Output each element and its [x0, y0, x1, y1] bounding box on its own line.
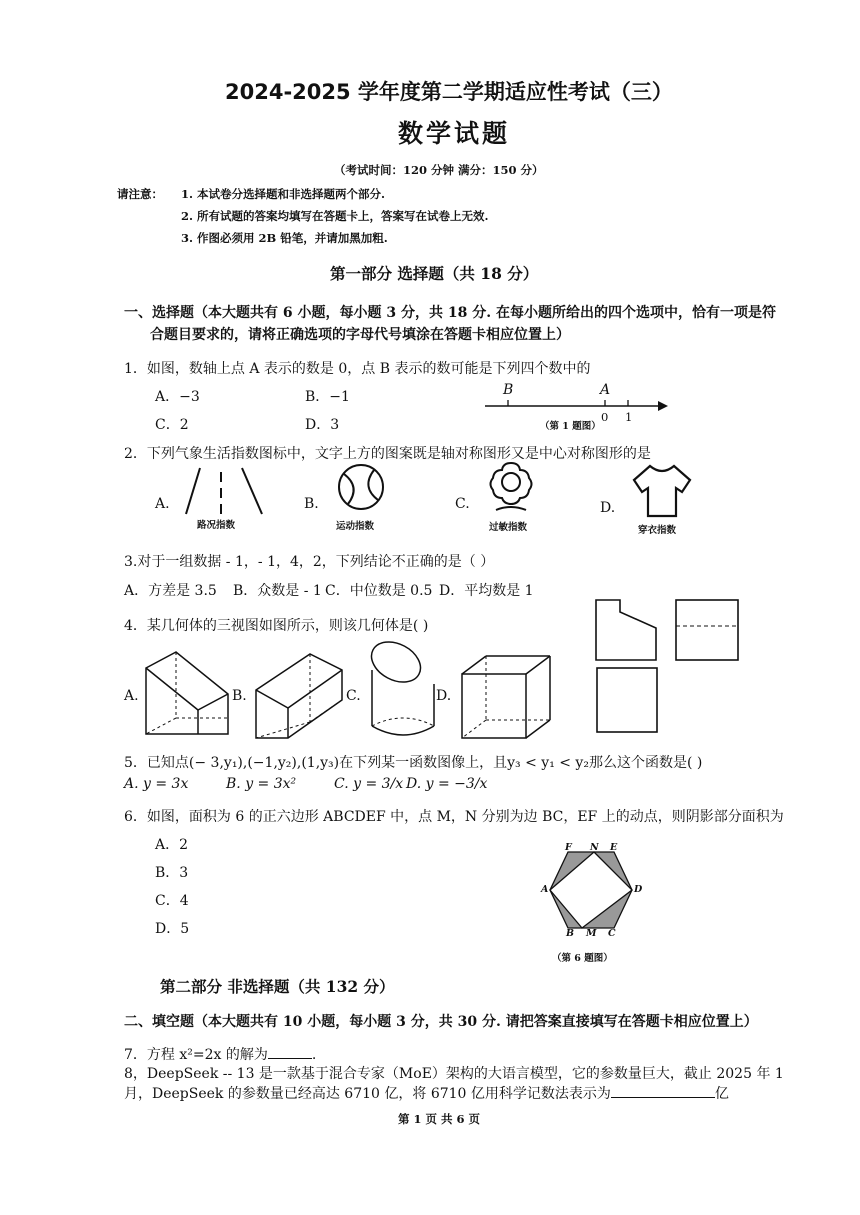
flower-icon [486, 460, 536, 518]
axis-label-b: B [503, 382, 514, 398]
q4-option-a: A. [124, 688, 139, 704]
tshirt-icon [630, 462, 694, 520]
q6-stem: 6．如图，面积为 6 的正六边形 ABCDEF 中，点 M，N 分别为边 BC，EF 上的动点，则阴影部分面积为 [124, 809, 784, 825]
q5-option-d: D. y = −3/x [406, 776, 488, 792]
three-view-figure [592, 596, 752, 756]
hex-vertex-b: B [566, 928, 575, 939]
q1-option-d: D．3 [305, 417, 340, 433]
q6-option-b: B．3 [155, 865, 189, 881]
hex-vertex-m: M [586, 928, 597, 939]
solid-d-cube [456, 650, 556, 744]
hex-vertex-e: E [610, 842, 618, 853]
q1-option-b: B．−1 [305, 389, 350, 405]
q6-option-c: C．4 [155, 893, 189, 909]
q2-option-d: D. [600, 500, 616, 516]
hex-vertex-n: N [590, 842, 599, 853]
q2-icon-label-a: 路况指数 [197, 520, 236, 531]
exam-subtitle: 数学试题 [398, 119, 511, 148]
q3-stem: 3.对于一组数据 - 1，- 1，4，2，下列结论不正确的是（ ） [124, 554, 495, 570]
axis-label-1: 1 [625, 410, 633, 424]
section1-line1: 一、选择题（本大题共有 6 小题，每小题 3 分，共 18 分. 在每小题所给出的四个选项中，恰有一项是符 [124, 305, 776, 321]
q7-answer-blank[interactable] [268, 1046, 312, 1059]
q3-option-a: A．方差是 3.5 [124, 583, 217, 599]
q5-option-c: C. y = 3/x [334, 776, 404, 792]
q8-line2-suffix: 亿 [714, 1086, 729, 1102]
solid-a [136, 648, 236, 744]
q2-icon-label-d: 穿衣指数 [638, 525, 677, 536]
q8-line2-prefix: 月，DeepSeek 的参数量已经高达 6710 亿，将 6710 亿用科学记数法表示为 [124, 1086, 611, 1102]
q5-option-b: B. y = 3x² [226, 776, 297, 792]
section1-line2: 合题目要求的，请将正确选项的字母代号填涂在答题卡相应位置上） [150, 327, 570, 343]
q2-option-b: B. [304, 496, 319, 512]
notice-label: 请注意： [117, 187, 163, 201]
q8-answer-blank[interactable] [611, 1085, 715, 1098]
hex-vertex-f: F [565, 842, 572, 853]
q2-icon-label-c: 过敏指数 [489, 522, 528, 533]
q8-line2 [124, 1083, 729, 1103]
q7-stem-prefix: 7．方程 x²=2x 的解为 [124, 1047, 268, 1063]
hex-vertex-a: A [541, 884, 549, 895]
q5-stem: 5．已知点(− 3,y₁),(−1,y₂),(1,y₃)在下列某一函数图像上，且y₃ < y₁ < y₂那么这个函数是( ) [124, 755, 703, 771]
q1-option-a: A．−3 [155, 389, 200, 405]
q3-option-c: C．中位数是 0.5 [325, 583, 433, 599]
solid-c-cylinder [364, 640, 444, 748]
q3-option-b: B．众数是 - 1 [233, 583, 322, 599]
q2-option-a: A. [155, 496, 170, 512]
q6-option-a: A．2 [155, 837, 189, 853]
notice-item-3: 3. 作图必须用 2B 铅笔，并请加黑加粗. [181, 231, 388, 245]
q2-icon-label-b: 运动指数 [336, 521, 375, 532]
axis-label-0: 0 [601, 410, 609, 424]
q3-option-d: D．平均数是 1 [439, 583, 534, 599]
road-icon [180, 466, 270, 518]
q5-option-a: A. y = 3x [124, 776, 189, 792]
section2-line: 二、填空题（本大题共有 10 小题，每小题 3 分，共 30 分. 请把答案直接填写在答题卡相应位置上） [124, 1014, 758, 1030]
sports-ball-icon [336, 462, 386, 514]
q8-line1: 8，DeepSeek -- 13 是一款基于混合专家（MoE）架构的大语言模型，它的参数量巨大，截止 2025 年 1 [124, 1066, 784, 1082]
solid-b [250, 650, 350, 744]
notice-item-2: 2. 所有试题的答案均填写在答题卡上，答案写在试卷上无效. [181, 209, 489, 223]
q2-stem: 2．下列气象生活指数图标中，文字上方的图案既是轴对称图形又是中心对称图形的是 [124, 446, 651, 462]
page-footer: 第 1 页 共 6 页 [398, 1112, 481, 1126]
q1-caption: （第 1 题图） [540, 421, 601, 432]
q7-stem [124, 1044, 316, 1064]
part1-heading: 第一部分 选择题（共 18 分） [330, 264, 539, 283]
hex-vertex-c: C [608, 928, 616, 939]
q4-stem: 4．某几何体的三视图如图所示，则该几何体是( ) [124, 618, 429, 634]
notice-item-1: 1. 本试卷分选择题和非选择题两个部分. [181, 187, 386, 201]
q1-option-c: C．2 [155, 417, 189, 433]
part2-heading: 第二部分 非选择题（共 132 分） [160, 977, 395, 996]
q2-option-c: C. [455, 496, 470, 512]
q6-caption: （第 6 题图） [552, 953, 613, 964]
axis-label-a: A [600, 382, 611, 398]
q4-option-d: D. [436, 688, 452, 704]
q4-option-b: B. [232, 688, 247, 704]
hex-vertex-d: D [634, 884, 643, 895]
q7-stem-suffix: . [311, 1047, 317, 1063]
exam-info: （考试时间：120 分钟 满分：150 分） [334, 163, 544, 177]
q1-stem: 1．如图，数轴上点 A 表示的数是 0，点 B 表示的数可能是下列四个数中的 [124, 361, 591, 377]
q4-option-c: C. [346, 688, 361, 704]
exam-title: 2024-2025 学年度第二学期适应性考试（三） [225, 80, 673, 104]
q6-option-d: D．5 [155, 921, 190, 937]
